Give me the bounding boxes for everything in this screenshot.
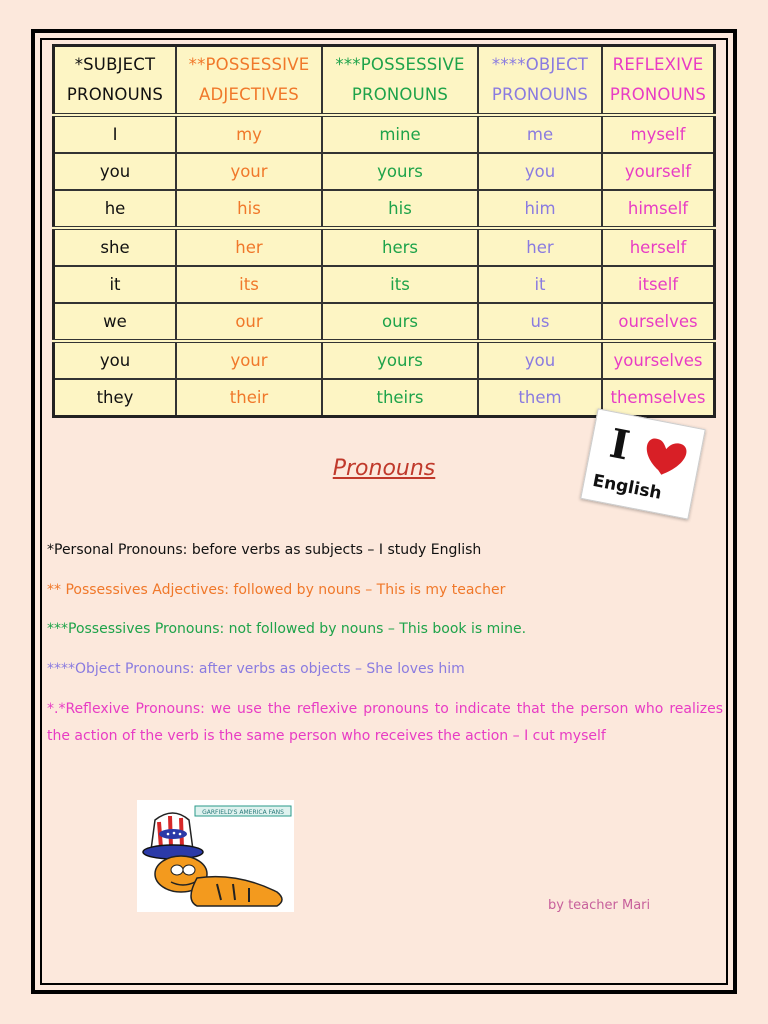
header-line: REFLEXIVE [612, 55, 704, 74]
table-cell: her [176, 228, 322, 266]
note-personal-pronouns: *Personal Pronouns: before verbs as subjects – I study English [47, 542, 482, 558]
table-cell: your [176, 153, 322, 190]
table-cell: us [478, 303, 602, 341]
header-line: PRONOUNS [609, 85, 707, 104]
i-love-english-graphic [581, 410, 704, 519]
badge-i: I [605, 419, 634, 470]
note-possessive-pronouns: ***Possessives Pronouns: not followed by nouns – This book is mine. [47, 621, 527, 637]
author-credit: by teacher Mari [548, 898, 651, 913]
table-cell: your [176, 341, 322, 379]
i-love-english-badge [580, 408, 706, 519]
table-cell: his [322, 190, 478, 228]
table-cell: yours [322, 341, 478, 379]
table-row [54, 228, 715, 266]
table-cell: it [478, 266, 602, 303]
table-cell: he [54, 190, 177, 228]
header-line: ****OBJECT [491, 55, 589, 74]
table-cell: she [54, 228, 177, 266]
table-cell: ours [322, 303, 478, 341]
garfield-illustration [137, 800, 294, 912]
table-row [54, 341, 715, 379]
table-cell: you [478, 153, 602, 190]
table-cell: his [176, 190, 322, 228]
table-row [54, 153, 715, 190]
table-cell: themselves [602, 379, 715, 417]
page-title: Pronouns [332, 456, 436, 481]
table-header-row [54, 46, 715, 116]
header-line: ADJECTIVES [199, 85, 299, 104]
hat-star [167, 833, 170, 836]
pronouns-table [52, 44, 716, 418]
table-row [54, 190, 715, 228]
header-line: PRONOUNS [491, 85, 589, 104]
garfield-graphic [137, 800, 294, 912]
table-cell: their [176, 379, 322, 417]
table-cell: yours [322, 153, 478, 190]
badge-english: English [590, 470, 664, 504]
header-possessive-adjectives [176, 46, 322, 116]
table-cell: itself [602, 266, 715, 303]
cat-eye [183, 865, 195, 875]
table-cell: yourself [602, 153, 715, 190]
table-row [54, 266, 715, 303]
table-cell: myself [602, 115, 715, 153]
table-cell: my [176, 115, 322, 153]
table-cell: herself [602, 228, 715, 266]
note-possessive-adjectives: ** Possessives Adjectives: followed by nouns – This is my teacher [47, 582, 506, 598]
table-cell: you [54, 153, 177, 190]
table-cell: you [478, 341, 602, 379]
table-row [54, 303, 715, 341]
header-reflexive [602, 46, 715, 116]
garfield-caption: GARFIELD'S AMERICA FANS [202, 809, 284, 816]
header-line: *SUBJECT [74, 55, 156, 74]
hat-star [179, 833, 182, 836]
header-line: PRONOUNS [351, 85, 449, 104]
table-cell: I [54, 115, 177, 153]
table-cell: mine [322, 115, 478, 153]
heart-icon [642, 437, 688, 479]
table-cell: our [176, 303, 322, 341]
table-cell: her [478, 228, 602, 266]
table-cell: yourselves [602, 341, 715, 379]
header-line: **POSSESSIVE [188, 55, 310, 74]
note-object-pronouns: ****Object Pronouns: after verbs as objects – She loves him [47, 661, 465, 677]
cat-body [191, 877, 282, 906]
table-cell: him [478, 190, 602, 228]
table-cell: them [478, 379, 602, 417]
header-object [478, 46, 602, 116]
table-cell: they [54, 379, 177, 417]
header-subject [54, 46, 177, 116]
header-possessive-pronouns [322, 46, 478, 116]
header-line: ***POSSESSIVE [335, 55, 465, 74]
table-cell: it [54, 266, 177, 303]
table-cell: you [54, 341, 177, 379]
table-cell: its [322, 266, 478, 303]
table-cell: hers [322, 228, 478, 266]
table-cell: theirs [322, 379, 478, 417]
table-cell: its [176, 266, 322, 303]
hat-band [159, 829, 187, 839]
table-cell: himself [602, 190, 715, 228]
cat-eye [171, 865, 183, 875]
hat-star [173, 832, 176, 835]
table-row [54, 115, 715, 153]
table-cell: me [478, 115, 602, 153]
table-cell: we [54, 303, 177, 341]
table-cell: ourselves [602, 303, 715, 341]
header-line: PRONOUNS [66, 85, 164, 104]
note-reflexive-pronouns: *.*Reflexive Pronouns: we use the reflexive pronouns to indicate that the person who realizes the action of the verb is the same person who receives the action – I cut myself [47, 701, 723, 744]
